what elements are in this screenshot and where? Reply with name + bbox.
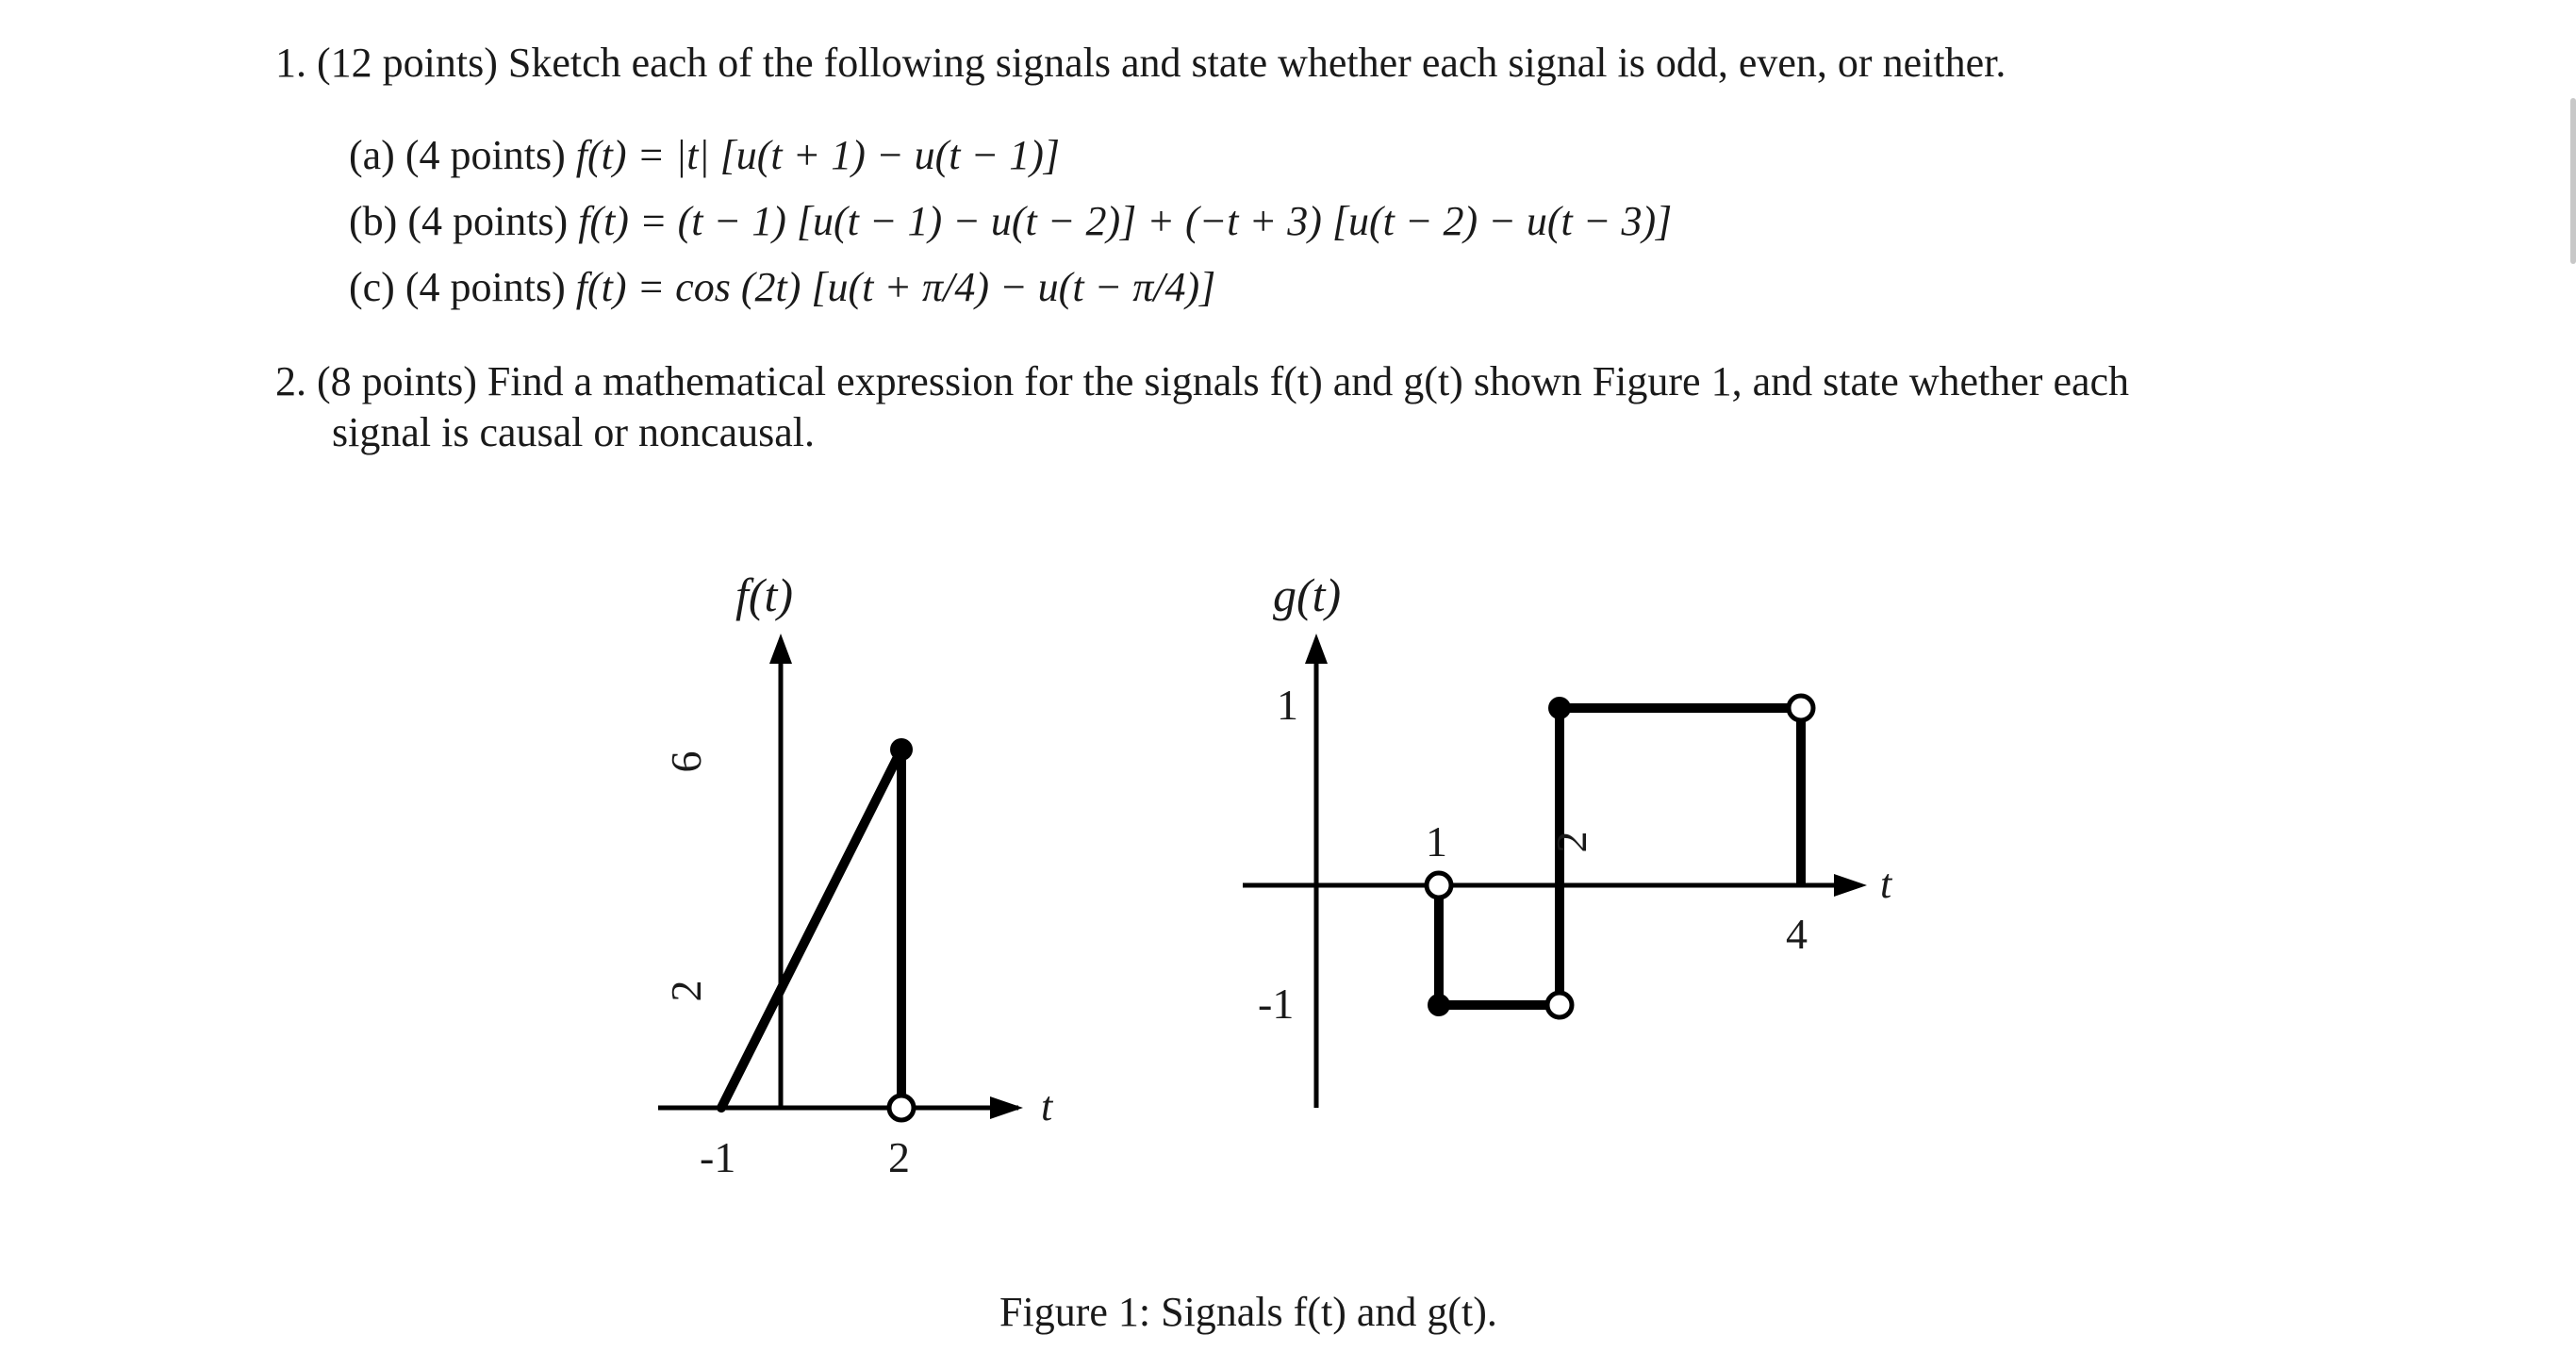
g-y-tick-1: 1 [1277, 681, 1298, 729]
f-title: f(t) [735, 569, 794, 621]
part-a-label: (a) [349, 132, 395, 178]
g-x-label: t [1880, 861, 1892, 907]
g-open-point-2-neg1 [1547, 993, 1572, 1017]
g-filled-point-2-1 [1548, 697, 1571, 719]
plot-g [1243, 569, 1893, 1108]
g-y-axis-arrowhead [1305, 634, 1328, 664]
problem-2-text-line2: signal is causal or noncausal. [332, 409, 815, 455]
f-y-tick-2: 2 [662, 980, 710, 1002]
problem-2-number: 2. [275, 358, 306, 404]
f-open-endpoint [889, 1096, 914, 1120]
g-x-tick-2: 2 [1547, 831, 1595, 853]
part-b-points: (4 points) [407, 198, 569, 244]
g-x-axis-arrowhead [1834, 874, 1867, 897]
problem-1-points: (12 points) [317, 40, 498, 86]
f-x-axis-arrowhead [990, 1096, 1023, 1119]
part-c-expression: f(t) = cos (2t) [u(t + π/4) − u(t − π/4)] [575, 264, 1216, 310]
part-c-label: (c) [349, 264, 395, 310]
g-title: g(t) [1273, 569, 1342, 621]
f-y-axis-arrowhead [769, 634, 792, 664]
part-b-expression: f(t) = (t − 1) [u(t − 1) − u(t − 2)] + (−t + 3) [u(t − 2) − u(t − 3)] [578, 198, 1673, 244]
part-a-expression: f(t) = |t| [u(t + 1) − u(t − 1)] [575, 132, 1060, 178]
vertical-scrollbar[interactable] [2570, 98, 2576, 264]
g-open-point-4-1 [1789, 696, 1813, 720]
f-x-label: t [1041, 1083, 1053, 1129]
f-ramp-segment [721, 750, 901, 1108]
problem-1-text: Sketch each of the following signals and state whether each signal is odd, even, or neither. [507, 40, 2006, 86]
problem-1-number: 1. [275, 40, 306, 86]
problem-2-text-line1: Find a mathematical expression for the signals f(t) and g(t) shown Figure 1, and state whether each [487, 358, 2130, 404]
f-filled-endpoint [890, 738, 913, 761]
g-x-tick-4: 4 [1786, 910, 1808, 958]
figure-caption: Figure 1: Signals f(t) and g(t). [999, 1289, 1497, 1335]
problem-2-points: (8 points) [317, 358, 477, 404]
f-y-tick-6: 6 [662, 750, 710, 773]
g-open-point-1-0 [1427, 873, 1451, 898]
f-x-tick-2: 2 [888, 1133, 910, 1181]
f-x-tick-neg1: -1 [700, 1133, 736, 1181]
part-a-points: (4 points) [405, 132, 566, 178]
plot-f [658, 569, 1054, 1181]
part-b-label: (b) [349, 198, 398, 244]
g-filled-point-1-neg1 [1428, 994, 1450, 1016]
g-y-tick-neg1: -1 [1258, 980, 1295, 1028]
g-x-tick-1: 1 [1426, 817, 1447, 865]
part-c-points: (4 points) [405, 264, 566, 310]
